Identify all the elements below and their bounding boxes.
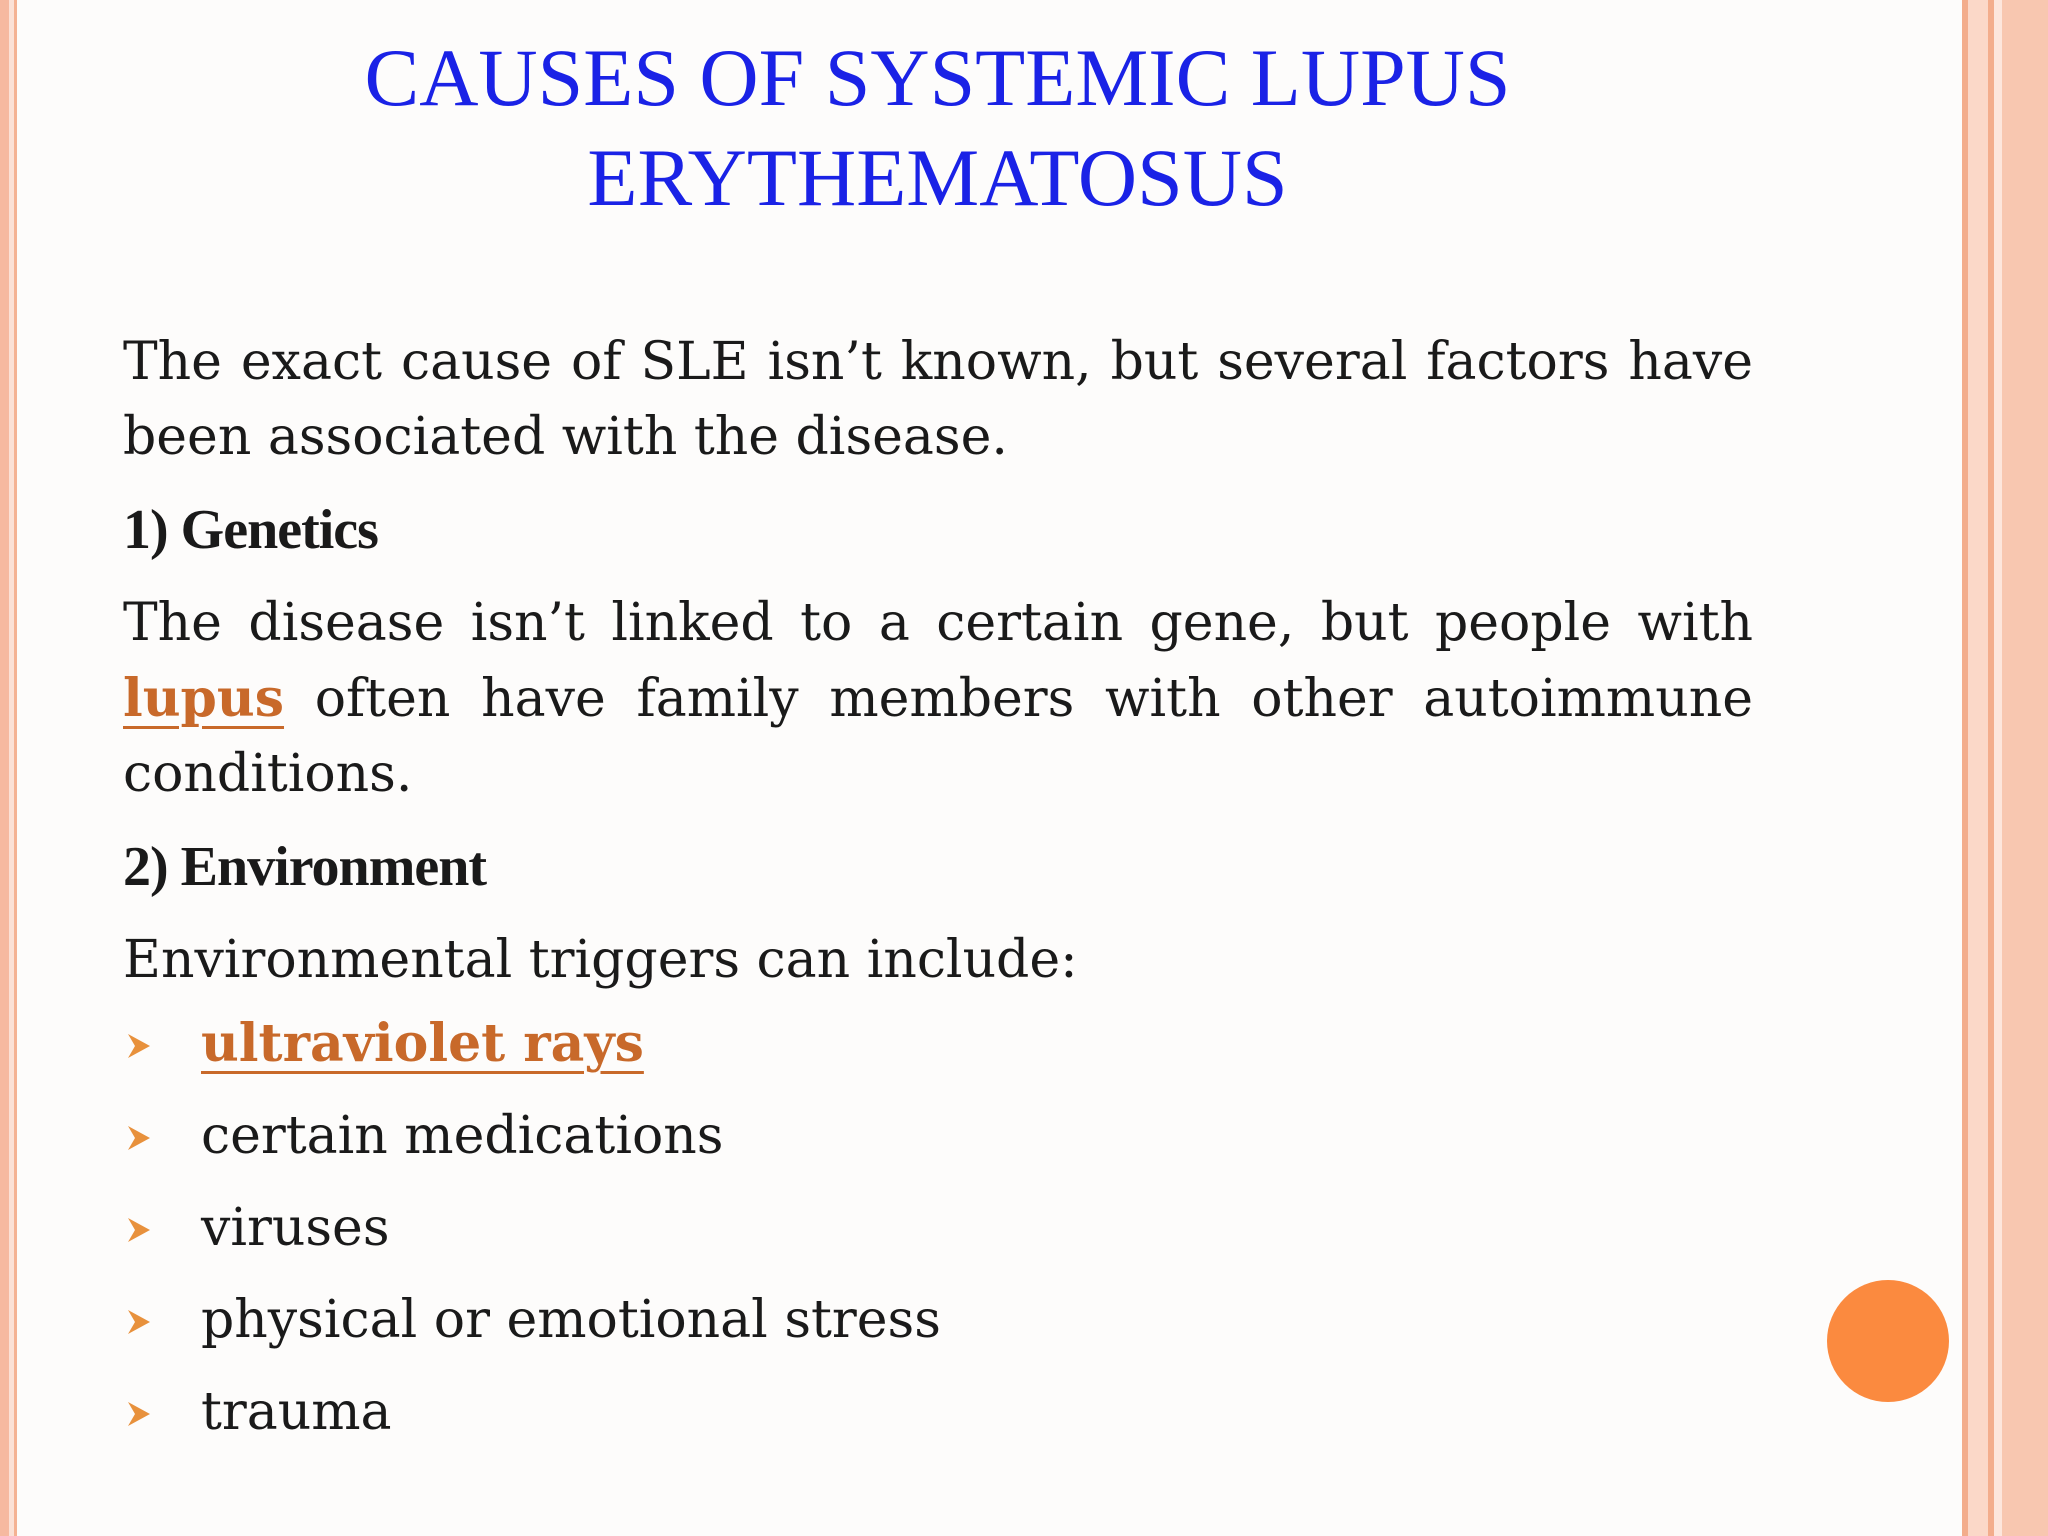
arrow-bullet-icon [126, 1124, 152, 1152]
list-item [123, 1182, 1753, 1274]
list-item [123, 998, 1753, 1090]
arrow-bullet-icon [126, 1308, 152, 1336]
list-item [123, 1366, 1753, 1458]
list-item [123, 1090, 1753, 1182]
triggers-list [123, 998, 1753, 1458]
trigger-label: trauma [201, 1382, 392, 1442]
right-border-stripe [1968, 0, 1988, 1536]
title-line-1: CAUSES OF SYSTEMIC LUPUS [364, 32, 1511, 123]
intro-paragraph: The exact cause of SLE isn’t known, but several factors have been associated with the disease. [123, 332, 1753, 467]
genetics-heading: 1) Genetics [123, 499, 378, 561]
slide-body [123, 325, 1753, 1458]
genetics-paragraph [123, 586, 1753, 812]
lupus-link[interactable]: lupus [123, 668, 285, 729]
arrow-bullet-icon [126, 1400, 152, 1428]
trigger-label: viruses [201, 1198, 390, 1258]
ultraviolet-rays-link[interactable]: ultraviolet rays [201, 1013, 644, 1074]
list-item [123, 1274, 1753, 1366]
right-border-stripe [2002, 0, 2048, 1536]
left-border [0, 0, 9, 1536]
environment-intro: Environmental triggers can include: [123, 930, 1078, 990]
trigger-label: physical or emotional stress [201, 1290, 941, 1350]
environment-heading: 2) Environment [123, 836, 486, 898]
trigger-label: certain medications [201, 1106, 724, 1166]
right-border-stripe [1994, 0, 2002, 1536]
arrow-bullet-icon [126, 1032, 152, 1060]
left-border-inner [14, 0, 17, 1536]
arrow-bullet-icon [126, 1216, 152, 1244]
genetics-text-before: The disease isn’t linked to a certain gene, but people with [123, 593, 1753, 653]
genetics-text-after: often have family members with other autoimmune conditions. [123, 669, 1753, 804]
title-line-2: ERYTHEMATOSUS [587, 132, 1288, 223]
orange-circle-icon [1827, 1280, 1949, 1402]
slide-title [240, 28, 1635, 228]
